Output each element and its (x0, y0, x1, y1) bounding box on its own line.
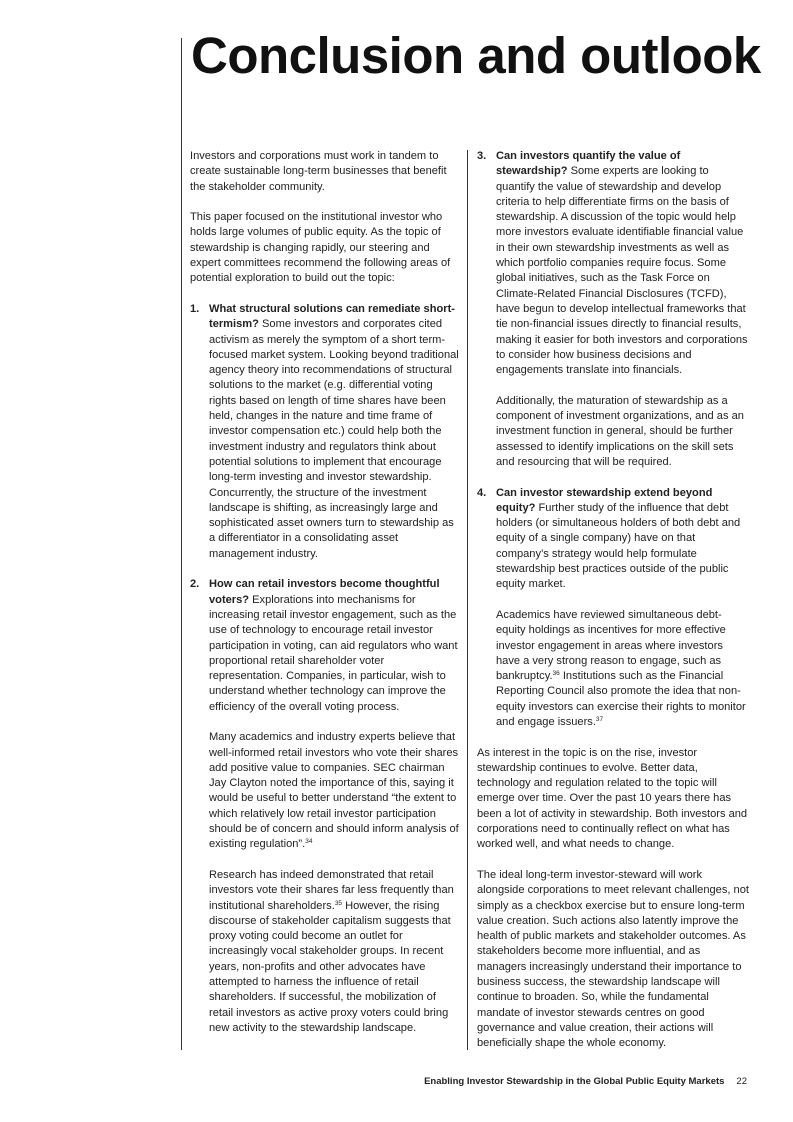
item-paragraph (209, 577, 460, 715)
item-paragraph (496, 394, 749, 470)
item-text: Some investors and corporates cited activism as merely the symptom of a short term-focused market system. Looking beyond traditional agency theory into recommendations of structural solutions to the market (e.g. differential voting rights based on length of time shares have been held, changes in the nature and time frame of investor compensation etc.) could help both the investment industry and regulators think about potential solutions to implement that encourage long-term investing and investor stewardship. Concurrently, the structure of the investment landscape is shifting, as increasingly large and sophisticated asset owners turn to stewardship as a differentiator in a consolidating asset management industry. (209, 318, 459, 560)
intro-paragraph: This paper focused on the institutional investor who holds large volumes of public equity. As the topic of stewardship is changing rapidly, our steering and expert committees recommend the following areas of potential exploration to build out the topic: (190, 211, 451, 285)
item-text: Academics have reviewed simultaneous debt-equity holdings as incentives for more effective investor engagement in areas where investors have a very strong reason to engage, such as bankruptcy. (496, 608, 726, 683)
recommendation-item (477, 486, 749, 731)
item-number: 2. (190, 578, 200, 591)
item-question: How can retail investors become thoughtful voters? (209, 578, 440, 606)
footnote-ref: 37 (595, 715, 604, 723)
footnote-ref: 34 (305, 838, 313, 846)
item-number: 3. (477, 150, 487, 162)
item-paragraph (209, 730, 460, 852)
item-text: Additionally, the maturation of stewardship as a component of investment organizations, and as an investment function in general, should be further assessed to identify implications on the skill sets and resourcing that will be required. (496, 394, 744, 468)
footer-title: Enabling Investor Stewardship in the Global Public Equity Markets (424, 1076, 725, 1087)
footnote-ref: 35 (334, 899, 343, 907)
item-text: Many academics and industry experts believe that well-informed retail investors who vote their shares add positive value to companies. SEC chairman Jay Clayton noted the importance of this, saying it would be useful to better understand “the extent to which relatively low retail investor participation should be of concern and should inform analysis of existing regulation”. (209, 731, 459, 851)
item-text: Explorations into mechanisms for increasing retail investor engagement, such as the use of technology to encourage retail investor participation in voting, can aid regulators who want proportional retail shareholder voter representation. Companies, in particular, wish to understand whether technology can improve the efficiency of the overall voting process. (209, 593, 458, 713)
column-divider-rule (467, 150, 468, 1050)
item-text: However, the rising discourse of stakeholder capitalism suggests that proxy voting could become an outlet for increasingly vocal stakeholder groups. In recent years, non-profits and other advocates have attempted to harness the influence of retail shareholders. If successful, the mobilization of retail investors as active proxy voters could bring new activity to the stewardship landscape. (209, 899, 451, 1034)
recommendation-item (190, 577, 460, 1036)
closing-paragraph: As interest in the topic is on the rise, investor stewardship continues to evolve. Better data, technology and regulation related to the topic will emerge over time. Over the past 10 years there has been a lot of activity in stewardship. Both investors and corporations need to continually reflect on what has worked well, and what needs to change. (477, 746, 748, 851)
closing-paragraph: The ideal long-term investor-steward will work alongside corporations to meet relevant challenges, not simply as a checkbox exercise but to ensure long-term value creation. Such actions also latently improve the health of public markets and stakeholder outcomes. As stakeholders become more influential, and as managers increasingly understand their importance to business success, the stewardship landscape will continue to broaden. So, while the fundamental mandate of investor stewards centres on good governance and value creation, their actions will beneficially shape the whole economy. (477, 868, 749, 1050)
item-text: Research has indeed demonstrated that retail investors vote their shares far less frequently than institutional shareholders. (209, 868, 454, 912)
item-paragraph (209, 868, 460, 1036)
item-text: Further study of the influence that debt holders (or simultaneous holders of both debt and equity of a single company) have on that company’s strategy would help formulate stewardship best practices outside of the public equity market. (496, 501, 741, 591)
item-paragraph (209, 302, 460, 562)
item-number: 4. (477, 486, 487, 499)
page-footer (424, 1076, 747, 1087)
intro-paragraph: Investors and corporations must work in tandem to create sustainable long-term businesses that benefit the stakeholder community. (190, 150, 447, 193)
item-text: Some experts are looking to quantify the value of stewardship and develop criteria to help differentiate firms on the basis of stewardship. A discussion of the topic would help more investors evaluate identifiable financial value in their own stewardship investments as well as which portfolio companies require focus. Some global initiatives, such as the Task Force on Climate-Related Financial Disclosures (TCFD), have begun to develop intellectual frameworks that tie non-financial issues directly to financial results, making it easier for both investors and corporations to consider how business decisions and engagements translate into financials. (496, 165, 748, 377)
item-text: Institutions such as the Financial Reporting Council also promote the idea that non-equity investors can exercise their rights to monitor and engage issuers. (496, 670, 746, 728)
page-title: Conclusion and outlook (191, 27, 761, 84)
item-question: What structural solutions can remediate short-termism? (209, 302, 455, 331)
recommendation-item (477, 149, 749, 470)
left-vertical-rule (181, 38, 182, 1050)
page-number: 22 (736, 1076, 747, 1087)
item-number: 1. (190, 302, 200, 315)
item-question: Can investor stewardship extend beyond equity? (496, 486, 713, 514)
item-paragraph (496, 608, 749, 730)
left-column (190, 149, 460, 1052)
item-paragraph (496, 149, 749, 378)
footnote-ref: 36 (552, 670, 560, 678)
recommendation-list (190, 302, 460, 1036)
right-column (477, 149, 749, 1067)
recommendation-list (477, 149, 749, 730)
recommendation-item (190, 302, 460, 562)
item-question: Can investors quantify the value of stewardship? (496, 150, 681, 178)
item-paragraph (496, 486, 749, 593)
